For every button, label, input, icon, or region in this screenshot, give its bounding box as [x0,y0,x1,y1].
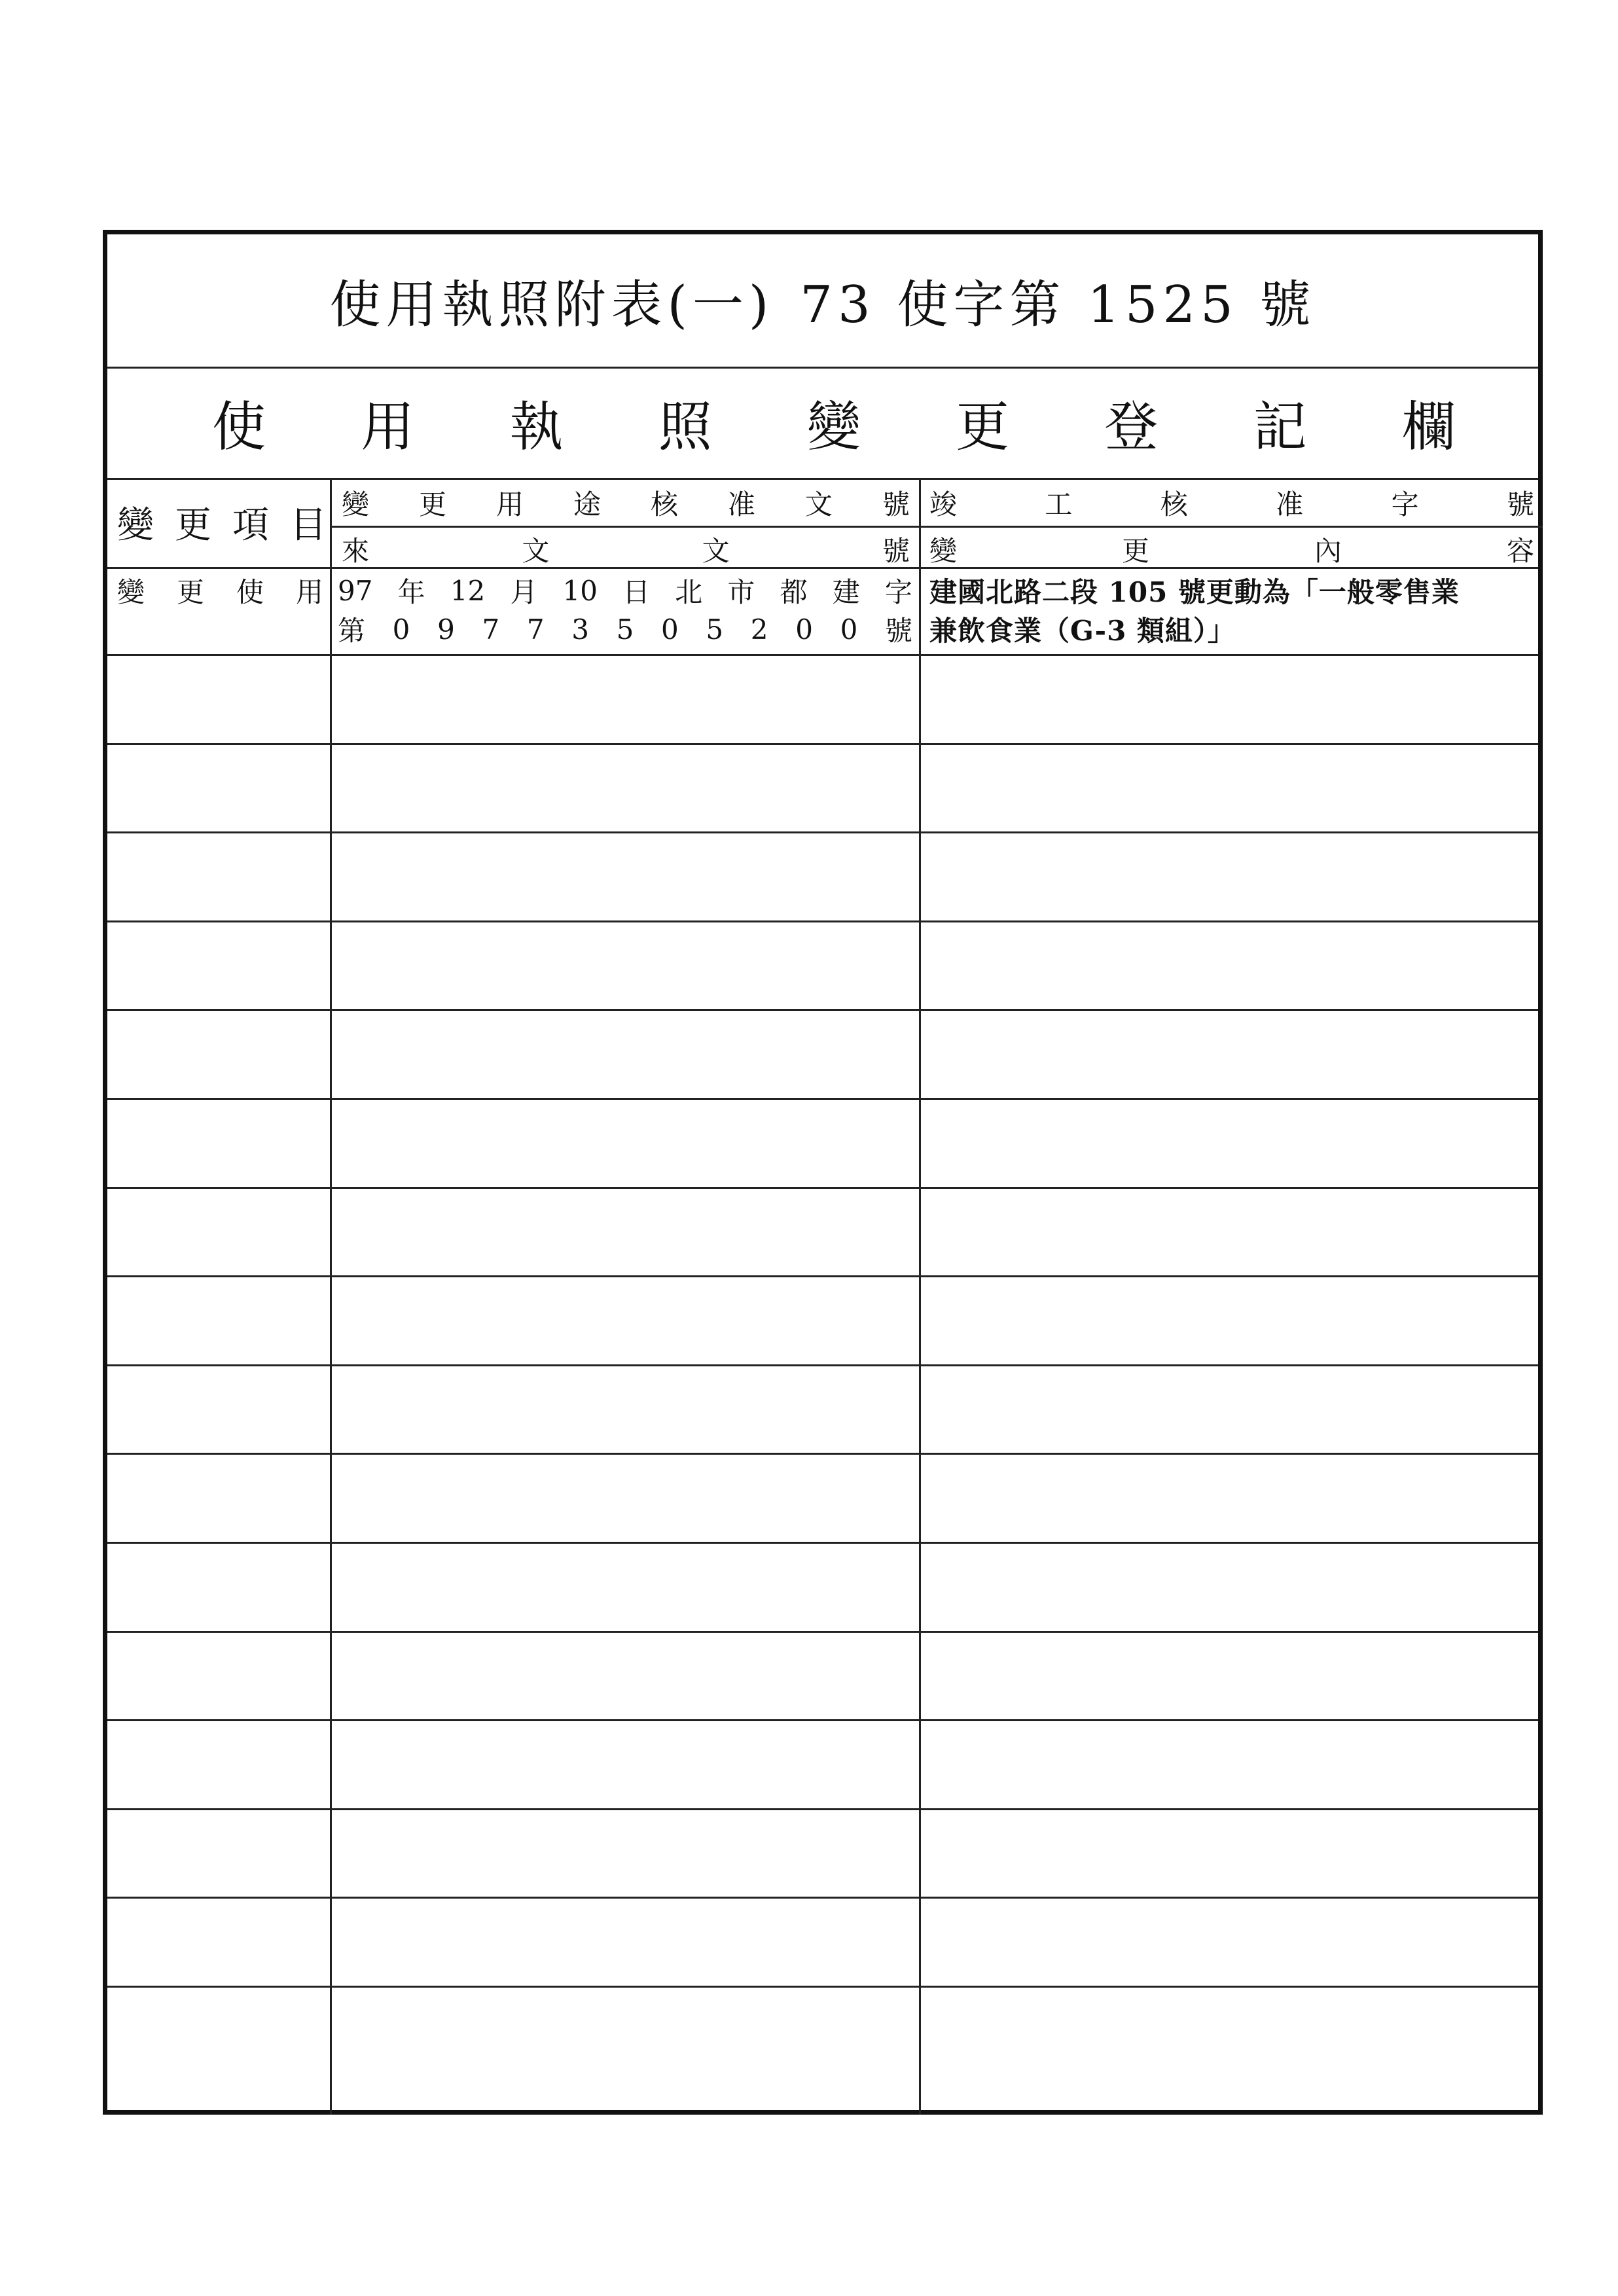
header-char: 核 [1160,488,1188,520]
row-doc-part: 字 [884,576,912,608]
row-doc-part: 12 [450,574,486,607]
header-char: 文 [702,535,730,567]
header-approval-doc-no [342,480,910,526]
row-doc-part: 0 [840,613,858,646]
usage-license-attachment-form [103,230,1543,2115]
header-char: 更 [418,488,446,520]
row-item-char: 使 [236,576,264,608]
row-divider [107,1098,1538,1100]
row-doc-part: 0 [795,613,813,646]
header-change-content [929,526,1534,572]
section-title-char: 更 [956,395,1010,458]
header-char: 項 [232,504,269,547]
row-doc-part: 號 [884,615,912,647]
header-char: 字 [1391,488,1419,520]
row-item-char: 變 [117,576,145,608]
row-doc-part: 北 [675,576,703,608]
row-item [117,572,323,610]
row-doc-part: 日 [622,576,651,608]
row-divider [107,920,1538,922]
row-divider [107,743,1538,745]
header-char: 號 [882,488,910,520]
row-divider [107,1542,1538,1544]
row-doc-part: 0 [661,613,679,646]
row-doc-part: 市 [727,576,755,608]
row-doc-part: 月 [510,576,538,608]
header-char: 途 [573,488,601,520]
header-char: 號 [1506,488,1534,520]
row-doc-part: 7 [482,613,500,646]
section-title-char: 變 [806,395,861,458]
section-title-char: 用 [361,395,415,458]
header-char: 更 [1121,535,1149,567]
header-bottom-divider [107,567,1538,569]
header-char: 用 [495,488,524,520]
row-content-text: 兼飲食業（G-3 類組）」 [929,615,1236,647]
row-item-char: 更 [176,576,204,608]
section-title-char: 執 [509,395,564,458]
header-char: 內 [1314,535,1342,567]
form-title [107,234,1538,367]
section-title [212,367,1456,478]
header-char: 准 [727,488,755,520]
row-doc-part: 都 [780,576,808,608]
row-divider [107,831,1538,833]
section-title-char: 記 [1253,395,1307,458]
row-doc-part: 建 [832,576,860,608]
column-divider-2 [919,478,921,2115]
header-char: 文 [522,535,550,567]
header-incoming-doc-no [342,526,910,572]
form-title-main: 使用執照附表(一) [329,276,774,335]
row-doc-part: 10 [562,574,598,607]
section-title-char: 欄 [1401,395,1456,458]
row-doc-part: 第 [338,615,366,647]
header-char: 變 [342,488,370,520]
header-char: 容 [1506,535,1534,567]
row-divider [107,1808,1538,1810]
section-title-char: 使 [212,395,266,458]
row-divider [107,1719,1538,1721]
row-divider [107,1275,1538,1277]
row-divider [107,1897,1538,1899]
header-completion-approval-no [929,480,1534,526]
header-char: 目 [290,504,327,547]
header-char: 工 [1045,488,1073,520]
row-divider [107,654,1538,656]
section-title-char: 登 [1104,395,1159,458]
row-item-char: 用 [295,576,323,608]
header-char: 竣 [929,488,958,520]
header-char: 准 [1276,488,1304,520]
column-divider-1 [330,478,332,2115]
row-doc-part: 年 [397,576,425,608]
header-char: 變 [929,535,958,567]
row-doc-part: 0 [392,613,410,646]
header-char: 來 [342,535,370,567]
row-content-line2 [929,610,1538,648]
row-divider [107,1986,1538,1988]
header-char: 文 [804,488,833,520]
row-content-text: 建國北路二段 105 號更動為「一般零售業 [929,576,1460,608]
row-doc-part: 3 [571,613,589,646]
header-char: 更 [175,504,211,547]
row-divider [107,1364,1538,1366]
row-divider [107,1009,1538,1011]
row-content-line1 [929,572,1538,610]
row-doc-part: 7 [526,613,545,646]
form-title-number: 73 使字第 1525 號 [800,276,1316,335]
row-doc-part: 9 [437,613,455,646]
row-divider [107,1631,1538,1633]
section-title-char: 照 [658,395,712,458]
header-char: 核 [650,488,678,520]
header-char: 號 [882,535,910,567]
row-doc-part: 5 [706,613,724,646]
header-char: 變 [117,504,154,547]
header-item-label [117,478,327,567]
row-doc-part: 2 [750,613,768,646]
row-doc-line2 [338,610,912,648]
row-divider [107,1187,1538,1189]
row-divider [107,1453,1538,1455]
row-doc-part: 97 [338,574,373,607]
row-doc-part: 5 [616,613,634,646]
row-doc-line1 [338,572,912,610]
